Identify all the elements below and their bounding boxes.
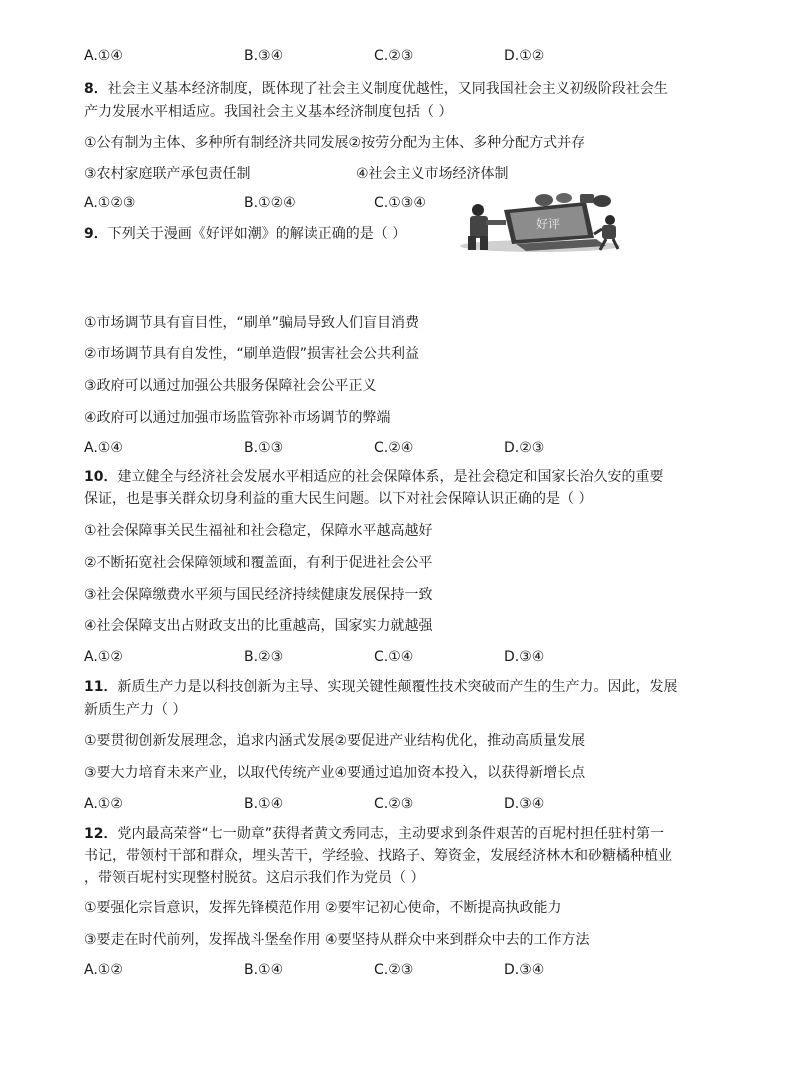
q9-options xyxy=(84,438,704,458)
q9-option-a: A.①④ xyxy=(84,440,123,456)
q7-option-a: A.①④ xyxy=(84,48,123,64)
q9-item-1: ①市场调节具有盲目性，“刷单”骗局导致人们盲目消费 xyxy=(84,315,420,331)
q11-option-d: D.③④ xyxy=(504,796,545,812)
q9-stem-text: 下列关于漫画《好评如潮》的解读正确的是（ ） xyxy=(107,226,407,242)
q12-option-a: A.①② xyxy=(84,962,123,978)
q12-option-c: C.②③ xyxy=(374,962,414,978)
q8-option-b: B.①②④ xyxy=(244,195,296,211)
q12-stem-line-3: ，带领百坭村实现整村脱贫。这启示我们作为党员（ ） xyxy=(84,870,425,886)
q12-options xyxy=(84,960,704,980)
q11-stem-line-2: 新质生产力（ ） xyxy=(84,702,187,718)
q10-option-a: A.①② xyxy=(84,649,123,665)
q9-stem xyxy=(84,224,406,244)
q11-options xyxy=(84,794,704,814)
q7-option-b: B.③④ xyxy=(244,48,284,64)
q9-item-3: ③政府可以通过加强公共服务保障社会公平正义 xyxy=(84,378,377,394)
q12-item-2: ③要走在时代前列，发挥战斗堡垒作用 ④要坚持从群众中来到群众中去的工作方法 xyxy=(84,932,590,948)
cartoon-sign-text: 好评 xyxy=(535,217,561,231)
q11-stem-text-1: 新质生产力是以科技创新为主导、实现关键性颠覆性技术突破而产生的生产力。因此，发展 xyxy=(117,679,678,695)
q7-option-d: D.①② xyxy=(504,48,545,64)
q12-number: 12． xyxy=(84,826,118,842)
q8-stem-line-2: 产力发展水平相适应。我国社会主义基本经济制度包括（ ） xyxy=(84,104,453,120)
q8-item-1: ①公有制为主体、多种所有制经济共同发展②按劳分配为主体、多种分配方式并存 xyxy=(84,135,586,151)
q10-option-c: C.①④ xyxy=(374,649,414,665)
q10-item-2: ②不断拓宽社会保障领域和覆盖面，有利于促进社会公平 xyxy=(84,555,433,571)
q10-stem-line-1 xyxy=(84,467,663,487)
q9-option-b: B.①③ xyxy=(244,440,284,456)
q8-item-4: ④社会主义市场经济体制 xyxy=(356,166,509,182)
q12-stem-line-1 xyxy=(84,824,664,844)
q12-option-d: D.③④ xyxy=(504,962,545,978)
q12-stem-text-1: 党内最高荣誉“七一勋章”获得者黄文秀同志，主动要求到条件艰苦的百坭村担任驻村第一 xyxy=(117,826,664,842)
q8-option-a: A.①②③ xyxy=(84,195,136,211)
q10-option-b: B.②③ xyxy=(244,649,284,665)
q8-stem-line-1 xyxy=(84,79,668,99)
q12-option-b: B.①④ xyxy=(244,962,284,978)
q7-options xyxy=(84,46,704,66)
q11-number: 11． xyxy=(84,679,118,695)
q10-item-1: ①社会保障事关民生福祉和社会稳定，保障水平越高越好 xyxy=(84,523,433,539)
q9-item-4: ④政府可以通过加强市场监管弥补市场调节的弊端 xyxy=(84,410,391,426)
q10-item-3: ③社会保障缴费水平须与国民经济持续健康发展保持一致 xyxy=(84,587,433,603)
q8-stem-text-1: 社会主义基本经济制度，既体现了社会主义制度优越性，又同我国社会主义初级阶段社会生 xyxy=(107,81,668,97)
q9-item-2: ②市场调节具有自发性，“刷单造假”损害社会公共利益 xyxy=(84,346,420,362)
q11-item-1: ①要贯彻创新发展理念，追求内涵式发展②要促进产业结构优化，推动高质量发展 xyxy=(84,733,586,749)
q10-stem-text-1: 建立健全与经济社会发展水平相适应的社会保障体系，是社会稳定和国家长治久安的重要 xyxy=(117,469,664,485)
q11-item-2: ③要大力培育未来产业，以取代传统产业④要通过追加资本投入，以获得新增长点 xyxy=(84,765,586,781)
q8-item-3: ③农村家庭联产承包责任制 xyxy=(84,166,251,182)
q12-stem-line-2: 书记，带领村干部和群众，埋头苦干，学经验、找路子、筹资金，发展经济林木和砂糖橘种植业 xyxy=(84,848,672,864)
cartoon-image xyxy=(456,192,624,254)
q11-option-b: B.①④ xyxy=(244,796,284,812)
q10-option-d: D.③④ xyxy=(504,649,545,665)
q8-option-c: C.①③④ xyxy=(374,195,426,211)
q7-option-c: C.②③ xyxy=(374,48,414,64)
q8-number: 8． xyxy=(84,81,108,97)
q9-option-c: C.②④ xyxy=(374,440,414,456)
q10-item-4: ④社会保障支出占财政支出的比重越高，国家实力就越强 xyxy=(84,618,433,634)
q10-stem-line-2: 保证，也是事关群众切身利益的重大民生问题。以下对社会保障认识正确的是（ ） xyxy=(84,491,593,507)
q9-option-d: D.②③ xyxy=(504,440,545,456)
q10-number: 10． xyxy=(84,469,118,485)
q10-options xyxy=(84,647,704,667)
q11-option-a: A.①② xyxy=(84,796,123,812)
q11-stem-line-1 xyxy=(84,677,677,697)
q9-number: 9． xyxy=(84,226,108,242)
q11-option-c: C.②③ xyxy=(374,796,414,812)
q12-item-1: ①要强化宗旨意识，发挥先锋模范作用 ②要牢记初心使命，不断提高执政能力 xyxy=(84,900,562,916)
